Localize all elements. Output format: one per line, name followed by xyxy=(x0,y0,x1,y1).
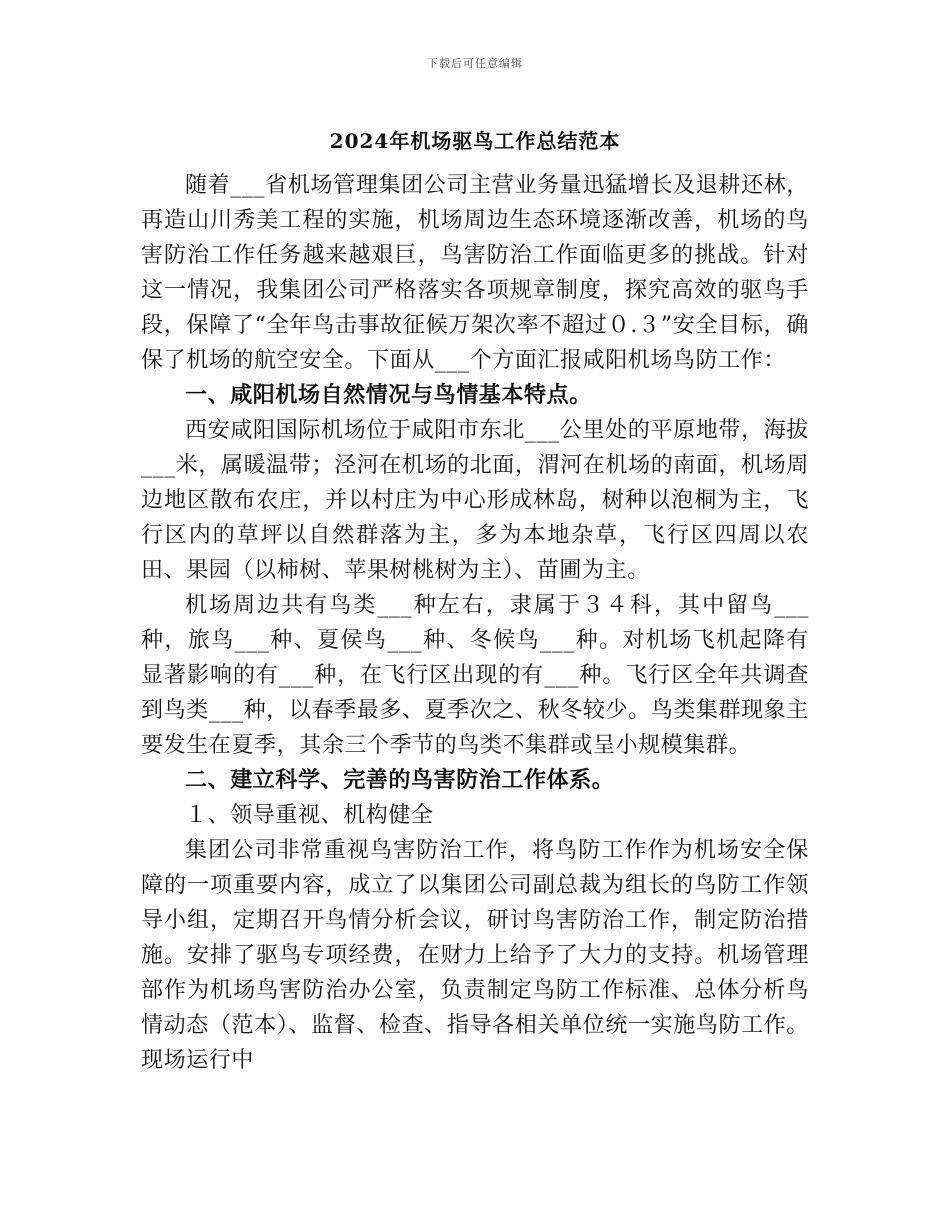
paragraph-leadership: 集团公司非常重视鸟害防治工作，将鸟防工作作为机场安全保障的一项重要内容，成立了以集团公司副总裁为组长的鸟防工作领导小组，定期召开鸟情分析会议，研讨鸟害防治工作，制定防治措施。安排了驱鸟专项经费，在财力上给予了大力的支持。机场管理部作为机场鸟害防治办公室，负责制定鸟防工作标准、总体分析鸟情动态（范本）、监督、检查、指导各相关单位统一实施鸟防工作。现场运行中 xyxy=(141,838,809,1073)
document-title: 2024年机场驱鸟工作总结范本 xyxy=(329,129,621,153)
document-body xyxy=(141,168,809,1078)
section-heading-1: 一、咸阳机场自然情况与鸟情基本特点。 xyxy=(185,382,592,408)
paragraph-intro: 随着___省机场管理集团公司主营业务量迅猛增长及退耕还林，再造山川秀美工程的实施，机场周边生态环境逐渐改善，机场的鸟害防治工作任务越来越艰巨，鸟害防治工作面临更多的挑战。针对这一情况，我集团公司严格落实各项规章制度，探究高效的驱鸟手段，保障了“全年鸟击事故征候万架次率不超过０.３”安全目标，确保了机场的航空安全。下面从___个方面汇报咸阳机场鸟防工作： xyxy=(141,173,809,373)
paragraph-bird-species: 机场周边共有鸟类___种左右，隶属于３４科，其中留鸟___种，旅鸟___种、夏侯鸟___种、冬候鸟___种。对机场飞机起降有显著影响的有___种，在飞行区出现的有___种。飞行区全年共调查到鸟类___种，以春季最多、夏季次之、秋冬较少。鸟类集群现象主要发生在夏季，其余三个季节的鸟类不集群或呈小规模集群。 xyxy=(141,593,809,758)
section-heading-2: 二、建立科学、完善的鸟害防治工作体系。 xyxy=(185,767,615,793)
paragraph-airport-natural-conditions: 西安咸阳国际机场位于咸阳市东北___公里处的平原地带，海拔___米，属暖温带；泾河在机场的北面，渭河在机场的南面，机场周边地区散布农庄，并以村庄为中心形成林岛，树种以泡桐为主，飞行区内的草坪以自然群落为主，多为本地杂草，飞行区四周以农田、果园（以柿树、苹果树桃树为主）、苗圃为主。 xyxy=(141,418,809,583)
subsection-heading-1: １、领导重视、机构健全 xyxy=(185,803,434,828)
header-note: 下载后可任意编辑 xyxy=(427,57,523,70)
